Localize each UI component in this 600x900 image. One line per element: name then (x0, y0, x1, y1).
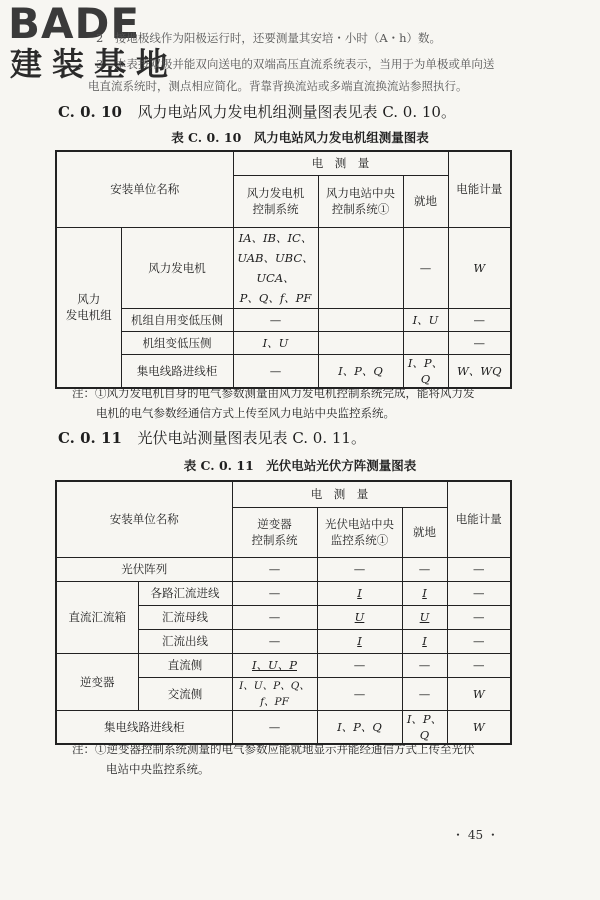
cell: — (233, 308, 318, 331)
table-row (56, 557, 511, 581)
cell: — (232, 557, 317, 581)
header-col1: 风力发电机 控制系统 (233, 175, 318, 227)
table-c010-note-a: 注：①风力发电机自身的电气参数测量由风力发电机控制系统完成，能将风力发 (72, 386, 475, 400)
cell: I、U (403, 308, 448, 331)
cell: — (402, 677, 447, 710)
cell (318, 308, 403, 331)
cell (403, 331, 448, 354)
table-c011-note-a: 注：①逆变器控制系统测量的电气参数应能就地显示并能经通信方式上传至光伏 (72, 742, 475, 756)
table-c011 (55, 480, 512, 745)
cell: — (447, 605, 511, 629)
cell: — (317, 653, 402, 677)
section-text: 风力电站风力发电机组测量图表见表 C. 0. 10。 (137, 103, 456, 121)
table-row (56, 581, 511, 605)
cell: — (447, 629, 511, 653)
cell: W (447, 710, 511, 744)
row-name: 各路汇流进线 (138, 581, 232, 605)
group-label: 风力 发电机组 (56, 227, 121, 388)
cell: IA、IB、IC、 UAB、UBC、UCA、 P、Q、f、PF (233, 227, 318, 308)
watermark-logo: BADE (8, 0, 141, 48)
header-measure: 电 测 量 (233, 151, 448, 175)
watermark-subtitle: 建装基地 (10, 45, 179, 83)
note-3b: 电直流系统时，测点相应简化。背靠背换流站或多端直流换流站参照执行。 (88, 79, 468, 93)
table-c010 (55, 150, 512, 389)
cell: U (402, 605, 447, 629)
section-c010-heading (58, 102, 456, 122)
table-row (56, 227, 511, 308)
table-c010-caption: 表 C. 0. 10 风力电站风力发电机组测量图表 (171, 130, 429, 145)
table-c011-note-b: 电站中央监控系统。 (106, 762, 210, 776)
section-number: C. 0. 10 (58, 103, 122, 121)
cell: — (402, 653, 447, 677)
cell: — (447, 653, 511, 677)
section-text: 光伏电站测量图表见表 C. 0. 11。 (137, 429, 366, 447)
cell: — (447, 581, 511, 605)
header-col2: 光伏电站中央 监控系统① (317, 507, 402, 557)
cell: — (317, 677, 402, 710)
cell: I、P、Q (318, 354, 403, 388)
note-3a: 3 本表按双极并能双向送电的双端高压直流系统表示，当用于为单极或单向送 (96, 57, 495, 71)
cell: I (402, 629, 447, 653)
cell: I (317, 581, 402, 605)
row-name: 风力发电机 (121, 227, 233, 308)
cell: I (317, 629, 402, 653)
cell: — (232, 629, 317, 653)
cell: — (317, 557, 402, 581)
cell: — (232, 605, 317, 629)
section-number: C. 0. 11 (58, 429, 122, 447)
header-col1: 逆变器 控制系统 (232, 507, 317, 557)
cell: — (403, 227, 448, 308)
cell: — (448, 331, 511, 354)
row-name: 直流侧 (138, 653, 232, 677)
header-energy: 电能计量 (447, 481, 511, 557)
cell: — (232, 581, 317, 605)
cell: — (232, 710, 317, 744)
header-col3: 就地 (402, 507, 447, 557)
page-number: ・ 45 ・ (452, 828, 499, 842)
group-label: 直流汇流箱 (56, 581, 138, 653)
header-measure: 电 测 量 (232, 481, 447, 507)
cell: I、P、Q (317, 710, 402, 744)
header-col2: 风力电站中央 控制系统① (318, 175, 403, 227)
cell: U (317, 605, 402, 629)
cell: — (447, 557, 511, 581)
table-row (56, 354, 511, 388)
header-energy: 电能计量 (448, 151, 511, 227)
row-name: 汇流母线 (138, 605, 232, 629)
row-name: 交流侧 (138, 677, 232, 710)
header-col3: 就地 (403, 175, 448, 227)
cell: I、P、Q (403, 354, 448, 388)
cell (318, 331, 403, 354)
table-row (56, 308, 511, 331)
row-name: 光伏阵列 (56, 557, 232, 581)
row-name: 集电线路进线柜 (56, 710, 232, 744)
cell: — (233, 354, 318, 388)
note-2: 2 接地极线作为阳极运行时，还要测量其安培・小时（A・h）数。 (96, 31, 442, 45)
table-c010-note-b: 电机的电气参数经通信方式上传至风力电站中央监控系统。 (96, 406, 395, 420)
row-name: 集电线路进线柜 (121, 354, 233, 388)
cell: — (448, 308, 511, 331)
table-row (56, 653, 511, 677)
cell: I、P、Q (402, 710, 447, 744)
row-name: 机组自用变低压侧 (121, 308, 233, 331)
cell: W (447, 677, 511, 710)
header-install: 安装单位名称 (56, 481, 232, 557)
section-c011-heading (58, 428, 366, 448)
cell (318, 227, 403, 308)
header-install: 安装单位名称 (56, 151, 233, 227)
cell: I (402, 581, 447, 605)
table-row (56, 710, 511, 744)
table-row (56, 331, 511, 354)
row-name: 汇流出线 (138, 629, 232, 653)
cell: I、U、P (232, 653, 317, 677)
cell: W、WQ (448, 354, 511, 388)
row-name: 机组变低压侧 (121, 331, 233, 354)
cell: I、U (233, 331, 318, 354)
cell: I、U、P、Q、f、PF (232, 677, 317, 710)
table-c011-caption: 表 C. 0. 11 光伏电站光伏方阵测量图表 (183, 458, 417, 473)
cell: W (448, 227, 511, 308)
group-label: 逆变器 (56, 653, 138, 710)
cell: — (402, 557, 447, 581)
